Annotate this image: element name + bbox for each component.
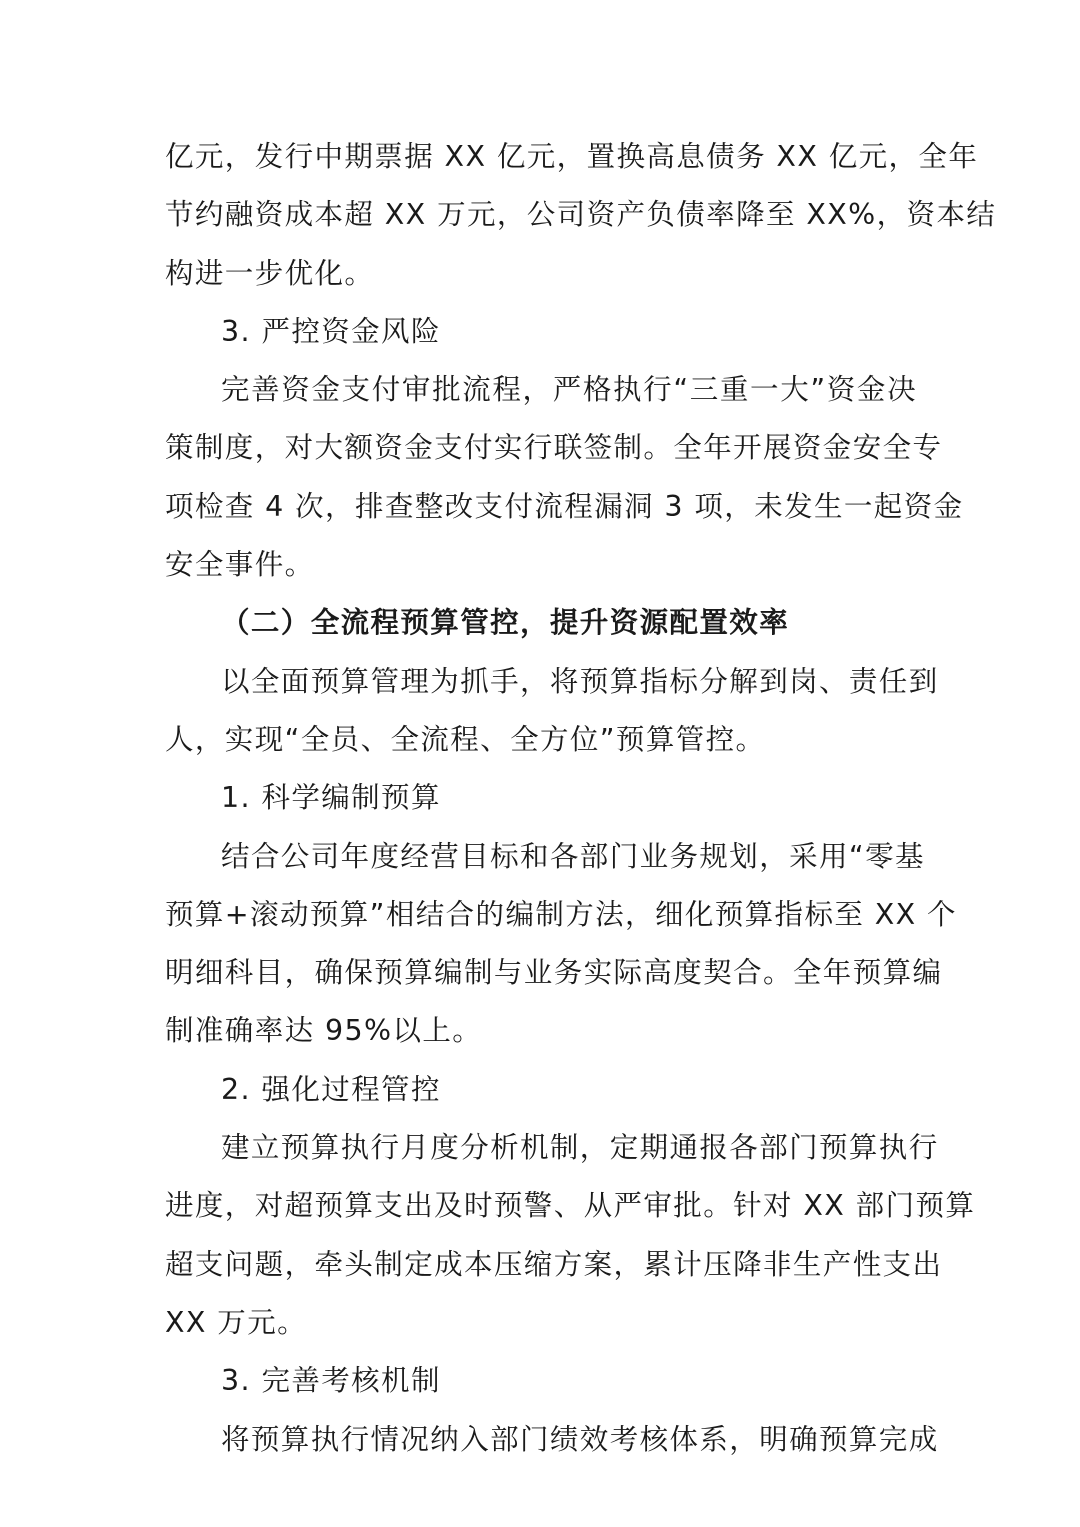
paragraph-line: 以全面预算管理为抓手，将预算指标分解到岗、责任到 [221, 664, 939, 698]
paragraph-line: 将预算执行情况纳入部门绩效考核体系，明确预算完成 [221, 1422, 939, 1456]
paragraph-line: 策制度，对大额资金支付实行联签制。全年开展资金安全专 [165, 431, 943, 465]
paragraph-line: 制准确率达 95%以上。 [165, 1014, 483, 1048]
subheading-process-control: 2. 强化过程管控 [221, 1072, 441, 1106]
paragraph-line: 安全事件。 [165, 548, 315, 582]
paragraph-line: 项检查 4 次，排查整改支付流程漏洞 3 项，未发生一起资金 [165, 489, 964, 523]
subheading-strict-fund-risk: 3. 严控资金风险 [221, 314, 441, 348]
paragraph-line: XX 万元。 [165, 1305, 308, 1339]
paragraph-line: 亿元，发行中期票据 XX 亿元，置换高息债务 XX 亿元，全年 [165, 140, 979, 173]
paragraph-line: 节约融资成本超 XX 万元，公司资产负债率降至 XX%，资本结 [165, 198, 997, 232]
paragraph-line: 完善资金支付审批流程，严格执行“三重一大”资金决 [221, 373, 917, 407]
paragraph-line: 进度，对超预算支出及时预警、从严审批。针对 XX 部门预算 [165, 1189, 976, 1223]
document-body [165, 128, 997, 1469]
paragraph-line: 明细科目，确保预算编制与业务实际高度契合。全年预算编 [165, 956, 943, 990]
paragraph-line: 建立预算执行月度分析机制，定期通报各部门预算执行 [221, 1131, 939, 1165]
subheading-assessment-mechanism: 3. 完善考核机制 [221, 1364, 441, 1398]
paragraph-line: 超支问题，牵头制定成本压缩方案，累计压降非生产性支出 [165, 1247, 943, 1281]
paragraph-line: 预算+滚动预算”相结合的编制方法，细化预算指标至 XX 个 [165, 897, 957, 931]
paragraph-line: 构进一步优化。 [165, 256, 375, 290]
paragraph-line: 人，实现“全员、全流程、全方位”预算管控。 [165, 722, 766, 756]
paragraph-line: 结合公司年度经营目标和各部门业务规划，采用“零基 [221, 839, 925, 873]
section-heading-budget-control: （二）全流程预算管控，提升资源配置效率 [221, 606, 790, 640]
subheading-budget-preparation: 1. 科学编制预算 [221, 781, 441, 815]
